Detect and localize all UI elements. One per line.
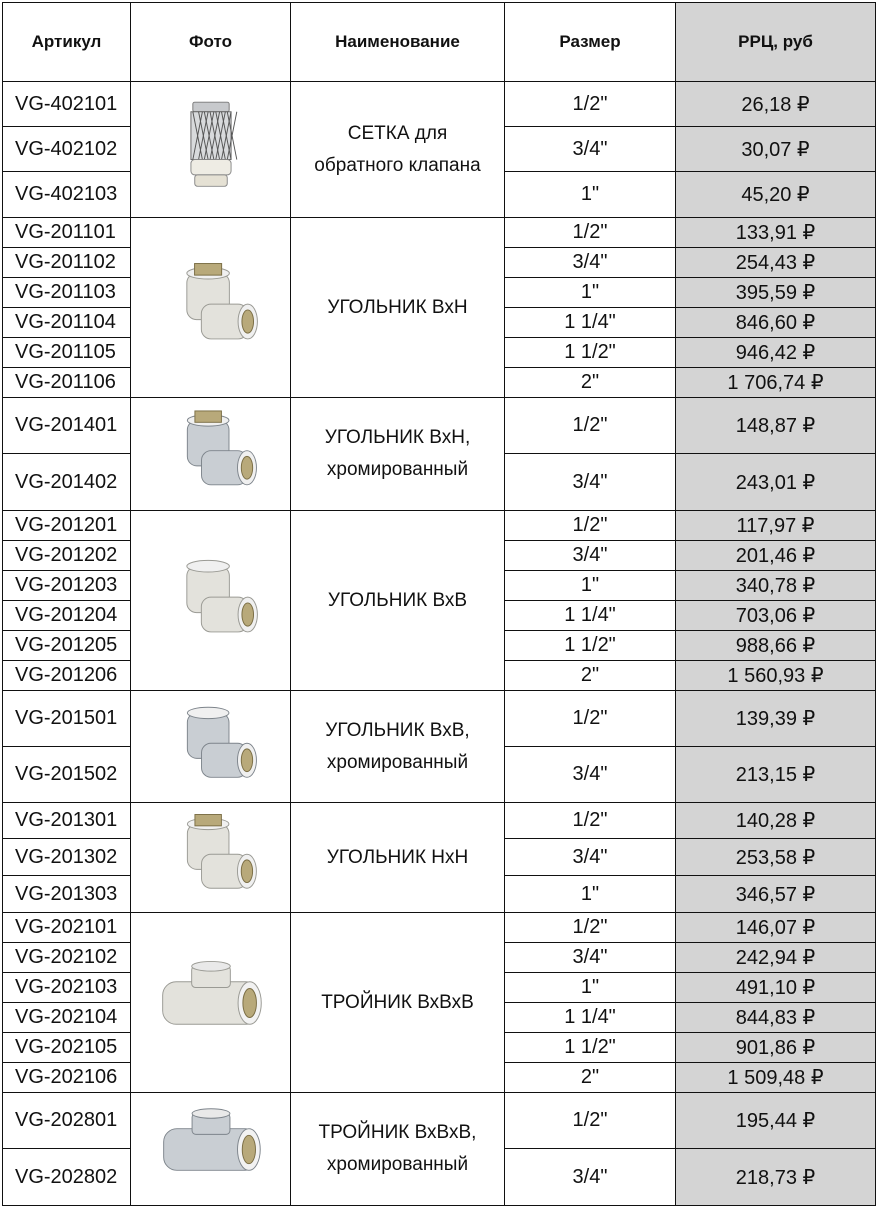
article-cell: VG-201301 [3,803,131,839]
article-cell: VG-402101 [3,82,131,127]
price-cell: 218,73 ₽ [676,1149,876,1206]
article-cell: VG-201402 [3,454,131,511]
size-cell: 3/4" [505,127,676,172]
price-cell: 195,44 ₽ [676,1093,876,1149]
table-row [3,803,876,839]
price-cell: 253,58 ₽ [676,839,876,876]
price-cell: 395,59 ₽ [676,278,876,308]
size-cell: 1 1/4" [505,601,676,631]
size-cell: 3/4" [505,943,676,973]
article-cell: VG-402102 [3,127,131,172]
size-cell: 3/4" [505,839,676,876]
product-photo [131,913,291,1093]
elbow-female-male-icon [146,221,276,395]
size-cell: 1/2" [505,803,676,839]
header-price: РРЦ, руб [676,3,876,82]
header-name: Наименование [291,3,505,82]
product-name-line1: УГОЛЬНИК ВхВ [327,589,468,611]
size-cell: 1 1/4" [505,1003,676,1033]
product-name-line1: УГОЛЬНИК ВхВ, [325,719,470,741]
price-cell: 1 560,93 ₽ [676,661,876,691]
product-photo [131,218,291,398]
price-cell: 213,15 ₽ [676,747,876,803]
article-cell: VG-201401 [3,398,131,454]
product-name [291,691,505,803]
product-name-line1: УГОЛЬНИК ВхН [327,296,468,318]
article-cell: VG-202105 [3,1033,131,1063]
price-cell: 242,94 ₽ [676,943,876,973]
product-name-line2: хромированный [326,751,469,773]
header-article: Артикул [3,3,131,82]
price-cell: 117,97 ₽ [676,511,876,541]
product-name-line2: хромированный [326,459,469,480]
size-cell: 1 1/4" [505,308,676,338]
article-cell: VG-201204 [3,601,131,631]
article-cell: VG-201203 [3,571,131,601]
elbow-male-male-icon [146,806,276,910]
size-cell: 1/2" [505,218,676,248]
size-cell: 2" [505,661,676,691]
size-cell: 1/2" [505,1093,676,1149]
size-cell: 2" [505,368,676,398]
size-cell: 1" [505,172,676,218]
size-cell: 1" [505,278,676,308]
size-cell: 3/4" [505,248,676,278]
price-cell: 346,57 ₽ [676,876,876,913]
article-cell: VG-201302 [3,839,131,876]
product-name [291,82,505,218]
price-cell: 139,39 ₽ [676,691,876,747]
article-cell: VG-402103 [3,172,131,218]
strainer-mesh-icon [146,85,276,215]
product-name-line2: хромированный [326,1154,469,1175]
price-cell: 846,60 ₽ [676,308,876,338]
price-cell: 201,46 ₽ [676,541,876,571]
tee-female-icon [146,916,276,1090]
price-cell: 988,66 ₽ [676,631,876,661]
article-cell: VG-202801 [3,1093,131,1149]
article-cell: VG-201201 [3,511,131,541]
article-cell: VG-201105 [3,338,131,368]
price-cell: 45,20 ₽ [676,172,876,218]
table-row [3,398,876,454]
size-cell: 1/2" [505,82,676,127]
price-cell: 901,86 ₽ [676,1033,876,1063]
price-cell: 140,28 ₽ [676,803,876,839]
price-table [2,2,876,1206]
header-size: Размер [505,3,676,82]
product-name [291,398,505,511]
product-name [291,218,505,398]
price-cell: 946,42 ₽ [676,338,876,368]
table-row [3,691,876,747]
product-name-line1: ТРОЙНИК ВхВхВ, [318,1122,477,1143]
size-cell: 3/4" [505,1149,676,1206]
article-cell: VG-202106 [3,1063,131,1093]
article-cell: VG-202103 [3,973,131,1003]
price-cell: 1 706,74 ₽ [676,368,876,398]
price-cell: 26,18 ₽ [676,82,876,127]
product-name-line1: СЕТКА для [347,122,448,144]
product-name-line1: ТРОЙНИК ВхВхВ [321,991,474,1013]
elbow-female-female-icon [146,514,276,688]
table-row [3,218,876,248]
size-cell: 1 1/2" [505,631,676,661]
table-row [3,82,876,127]
size-cell: 1/2" [505,691,676,747]
size-cell: 1/2" [505,398,676,454]
article-cell: VG-201106 [3,368,131,398]
article-cell: VG-202104 [3,1003,131,1033]
article-cell: VG-201202 [3,541,131,571]
size-cell: 1/2" [505,913,676,943]
size-cell: 2" [505,1063,676,1093]
price-cell: 254,43 ₽ [676,248,876,278]
price-cell: 30,07 ₽ [676,127,876,172]
header-row [3,3,876,82]
product-name-line2: обратного клапана [314,154,481,176]
price-cell: 148,87 ₽ [676,398,876,454]
product-photo [131,82,291,218]
size-cell: 3/4" [505,454,676,511]
product-photo [131,398,291,511]
price-cell: 1 509,48 ₽ [676,1063,876,1093]
article-cell: VG-201303 [3,876,131,913]
article-cell: VG-201205 [3,631,131,661]
size-cell: 3/4" [505,541,676,571]
product-name [291,913,505,1093]
product-photo [131,511,291,691]
product-name [291,511,505,691]
article-cell: VG-201102 [3,248,131,278]
article-cell: VG-201502 [3,747,131,803]
article-cell: VG-201104 [3,308,131,338]
price-cell: 133,91 ₽ [676,218,876,248]
price-cell: 243,01 ₽ [676,454,876,511]
price-cell: 146,07 ₽ [676,913,876,943]
price-cell: 703,06 ₽ [676,601,876,631]
table-row [3,511,876,541]
size-cell: 1/2" [505,511,676,541]
article-cell: VG-201206 [3,661,131,691]
size-cell: 1" [505,876,676,913]
elbow-female-female-chrome-icon [146,694,276,800]
table-row [3,913,876,943]
article-cell: VG-202101 [3,913,131,943]
size-cell: 1" [505,571,676,601]
price-cell: 844,83 ₽ [676,1003,876,1033]
size-cell: 1 1/2" [505,338,676,368]
header-photo: Фото [131,3,291,82]
price-cell: 340,78 ₽ [676,571,876,601]
size-cell: 1 1/2" [505,1033,676,1063]
table-row [3,1093,876,1149]
product-name-line1: УГОЛЬНИК НхН [326,846,469,868]
tee-female-chrome-icon [146,1096,276,1203]
product-name-line1: УГОЛЬНИК ВхН, [324,427,471,448]
article-cell: VG-201101 [3,218,131,248]
product-photo [131,803,291,913]
price-cell: 491,10 ₽ [676,973,876,1003]
size-cell: 1" [505,973,676,1003]
product-name [291,1093,505,1206]
product-photo [131,691,291,803]
article-cell: VG-202102 [3,943,131,973]
article-cell: VG-201103 [3,278,131,308]
product-photo [131,1093,291,1206]
size-cell: 3/4" [505,747,676,803]
article-cell: VG-201501 [3,691,131,747]
elbow-female-male-chrome-icon [146,401,276,508]
product-name [291,803,505,913]
article-cell: VG-202802 [3,1149,131,1206]
